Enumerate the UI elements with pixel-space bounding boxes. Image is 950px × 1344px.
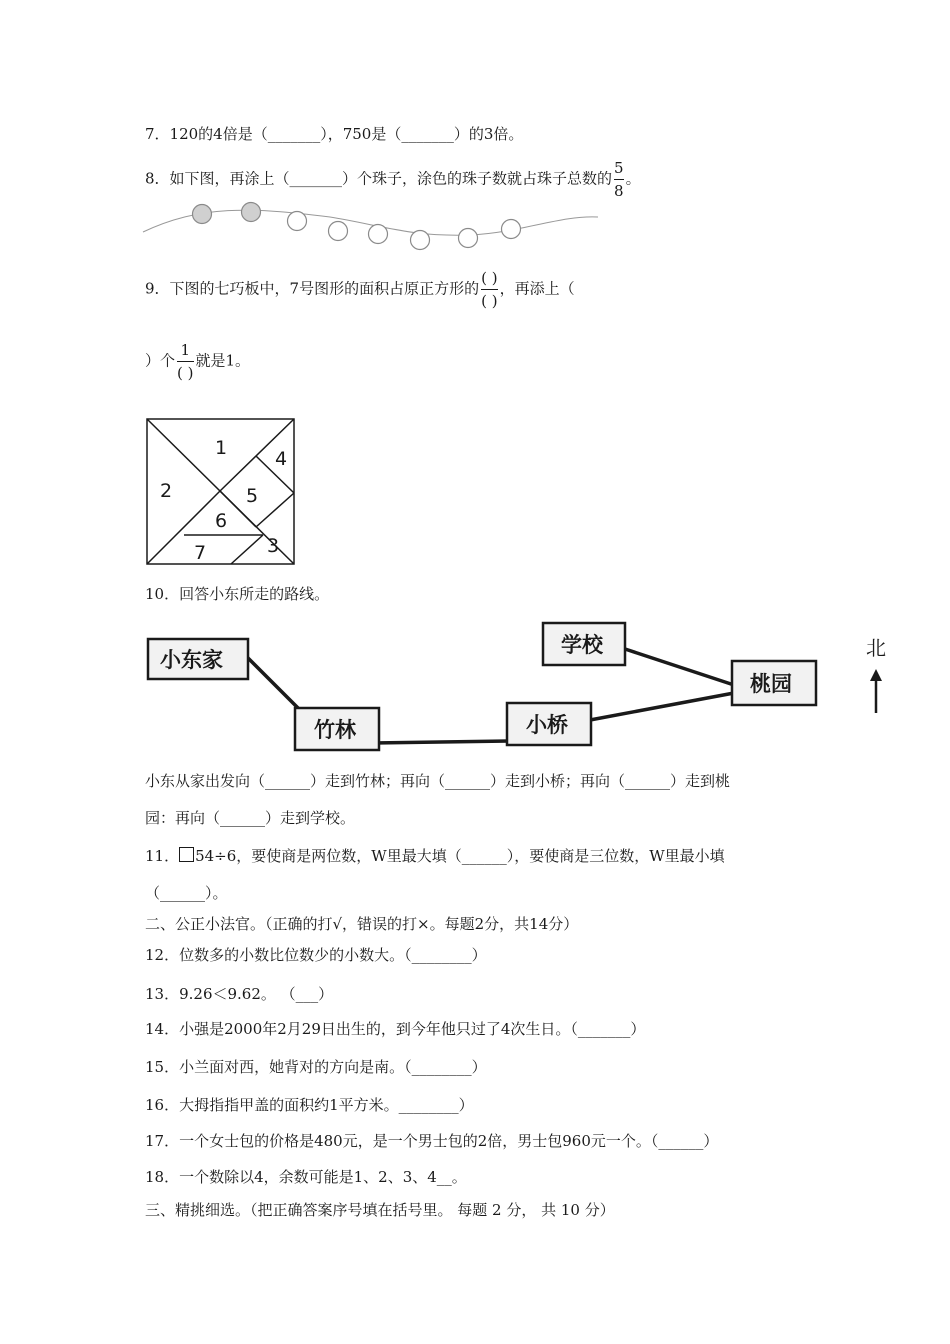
bead-empty [369,225,388,244]
place-bamboo: 竹林 [314,718,356,742]
fraction-1-blank [177,340,193,383]
fraction-numerator: ( ) [481,269,498,287]
question-12: 12．位数多的小数比位数少的小数大。（________） [145,946,487,964]
question-10: 10．回答小东所走的路线。 [145,585,330,603]
tangram-label-6: 6 [215,510,228,532]
question-13: 13．9.26＜9.62。 （___） [145,985,334,1003]
tangram-label-5: 5 [246,485,259,507]
route-bridge-peach [590,693,734,720]
question-14: 14．小强是2000年2月29日出生的，到今年他只过了4次生日。（_______） [145,1020,646,1038]
bead-string-figure [140,195,610,255]
question-16: 16．大拇指指甲盖的面积约1平方米。________） [145,1096,474,1114]
place-peach: 桃园 [750,672,792,696]
fraction-blank [481,268,497,311]
tangram-label-2: 2 [160,480,173,502]
fraction-denominator: ( ) [177,364,194,382]
question-9 [145,268,575,311]
place-bridge: 小桥 [526,713,568,737]
question-11-prefix: 11． [145,847,180,865]
tangram-label-3: 3 [267,535,280,557]
route-map [140,615,900,760]
fraction-5-8 [614,158,624,201]
section-3-heading: 三、精挑细选。（把正确答案序号填在括号里。 每题 2 分， 共 10 分） [145,1201,615,1219]
bead-empty [502,220,521,239]
tangram-label-1: 1 [215,437,228,459]
section-2-heading: 二、公正小法官。（正确的打√，错误的打×。每题2分，共14分） [145,915,579,933]
question-10-answer-1: 小东从家出发向（______）走到竹林；再向（______）走到小桥；再向（______）走到桃 [145,772,731,790]
question-18: 18．一个数除以4，余数可能是1、2、3、4__。 [145,1168,467,1186]
question-9-line-2 [145,340,250,383]
tangram-label-4: 4 [275,448,288,470]
tangram-figure [146,418,296,566]
place-school: 学校 [561,633,603,657]
question-17: 17．一个女士包的价格是480元，是一个男士包的2倍，男士包960元一个。（______） [145,1132,719,1150]
fraction-numerator: 5 [614,159,624,177]
question-9-text: 9．下图的七巧板中，7号图形的面积占原正方形的 [145,279,480,298]
north-arrow-icon [870,669,882,713]
bead-empty [459,229,478,248]
tangram-lower-left [147,491,220,564]
bead-shaded [242,203,261,222]
fraction-numerator: 1 [180,341,191,359]
route-bamboo-bridge [375,741,510,743]
beads-group [193,203,521,250]
fraction-denominator: 8 [614,182,624,200]
question-8-end: 。 [625,169,641,188]
tangram-edge-7 [231,535,263,564]
blank-square-icon [179,847,194,862]
north-label: 北 [866,636,886,660]
question-11-line-2: （______）。 [145,884,228,902]
question-9-line2-end: 就是1。 [195,351,251,370]
bead-empty [411,231,430,250]
bead-empty [288,212,307,231]
question-9-tail: ，再添上（ [499,279,575,298]
fraction-denominator: ( ) [481,292,498,310]
question-15: 15．小兰面对西，她背对的方向是南。（________） [145,1058,487,1076]
question-11 [145,846,725,866]
question-10-answer-2: 园：再向（______）走到学校。 [145,809,356,827]
tangram-edge-3 [256,493,294,527]
route-peach-school [622,648,734,685]
question-8-text: 8．如下图，再涂上（_______）个珠子，涂色的珠子数就占珠子总数的 [145,169,613,188]
route-home-bamboo [245,655,305,715]
bead-shaded [193,205,212,224]
bead-empty [329,222,348,241]
question-11-text: 54÷6，要使商是两位数，W里最大填（______），要使商是三位数，W里最小填 [195,847,725,865]
tangram-label-7: 7 [194,542,207,564]
question-9-line2-text: ）个 [145,351,176,370]
place-home: 小东家 [160,648,223,672]
question-7: 7．120的4倍是（_______），750是（_______）的3倍。 [145,125,524,143]
